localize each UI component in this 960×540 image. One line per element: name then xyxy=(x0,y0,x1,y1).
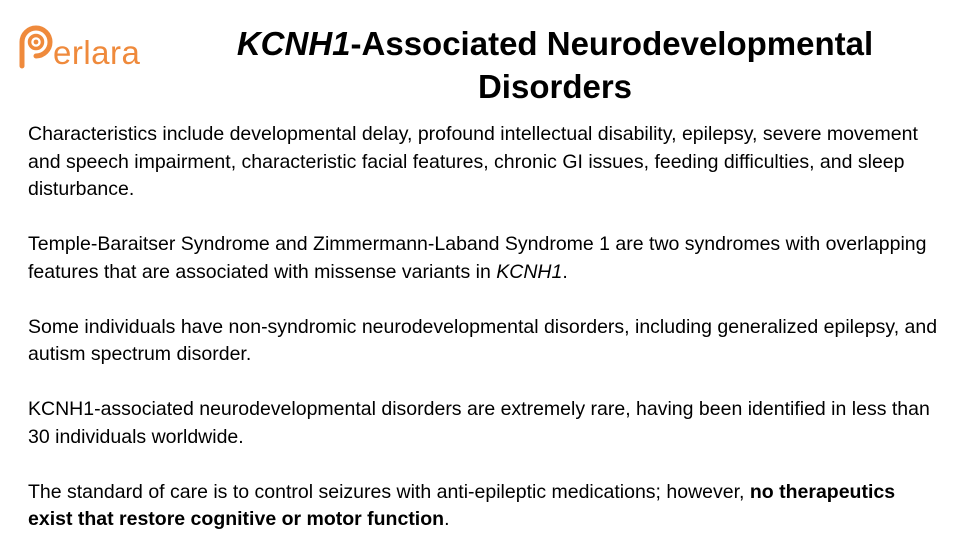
title-gene: KCNH1 xyxy=(236,25,351,62)
paragraph-non-syndromic: Some individuals have non-syndromic neurodevelopmental disorders, including generalized epilepsy, and autism spectrum disorder. xyxy=(28,315,938,365)
paragraph-syndromes-gene: KCNH1 xyxy=(496,260,563,283)
title-rest: -Associated Neurodevelopmental Disorders xyxy=(350,25,874,105)
paragraph-care-text: The standard of care is to control seizures with anti-epileptic medications; however, xyxy=(28,480,750,503)
paragraph-characteristics: Characteristics include developmental delay, profound intellectual disability, epilepsy, severe movement and speech impairment, characteristic facial features, chronic GI issues, feeding difficulties, and sleep disturbance. xyxy=(28,123,918,200)
slide-title xyxy=(180,22,930,108)
slide-body xyxy=(28,121,938,534)
paragraph-care-end: . xyxy=(444,508,450,530)
paragraph-syndromes xyxy=(28,231,938,286)
paragraph-care-bold: no therapeutics exist that restore cognitive or motor function xyxy=(28,480,896,530)
perlara-logo xyxy=(8,16,168,72)
paragraph-syndromes-end: . xyxy=(562,260,568,283)
paragraph-rarity: KCNH1-associated neurodevelopmental disorders are extremely rare, having been identified in less than 30 individuals worldwide. xyxy=(28,398,930,448)
svg-text:erlara: erlara xyxy=(53,34,141,71)
paragraph-standard-of-care xyxy=(28,479,938,534)
paragraph-syndromes-text: Temple-Baraitser Syndrome and Zimmermann-Laband Syndrome 1 are two syndromes with overlapping features that are associated with missense variants in xyxy=(28,233,927,283)
